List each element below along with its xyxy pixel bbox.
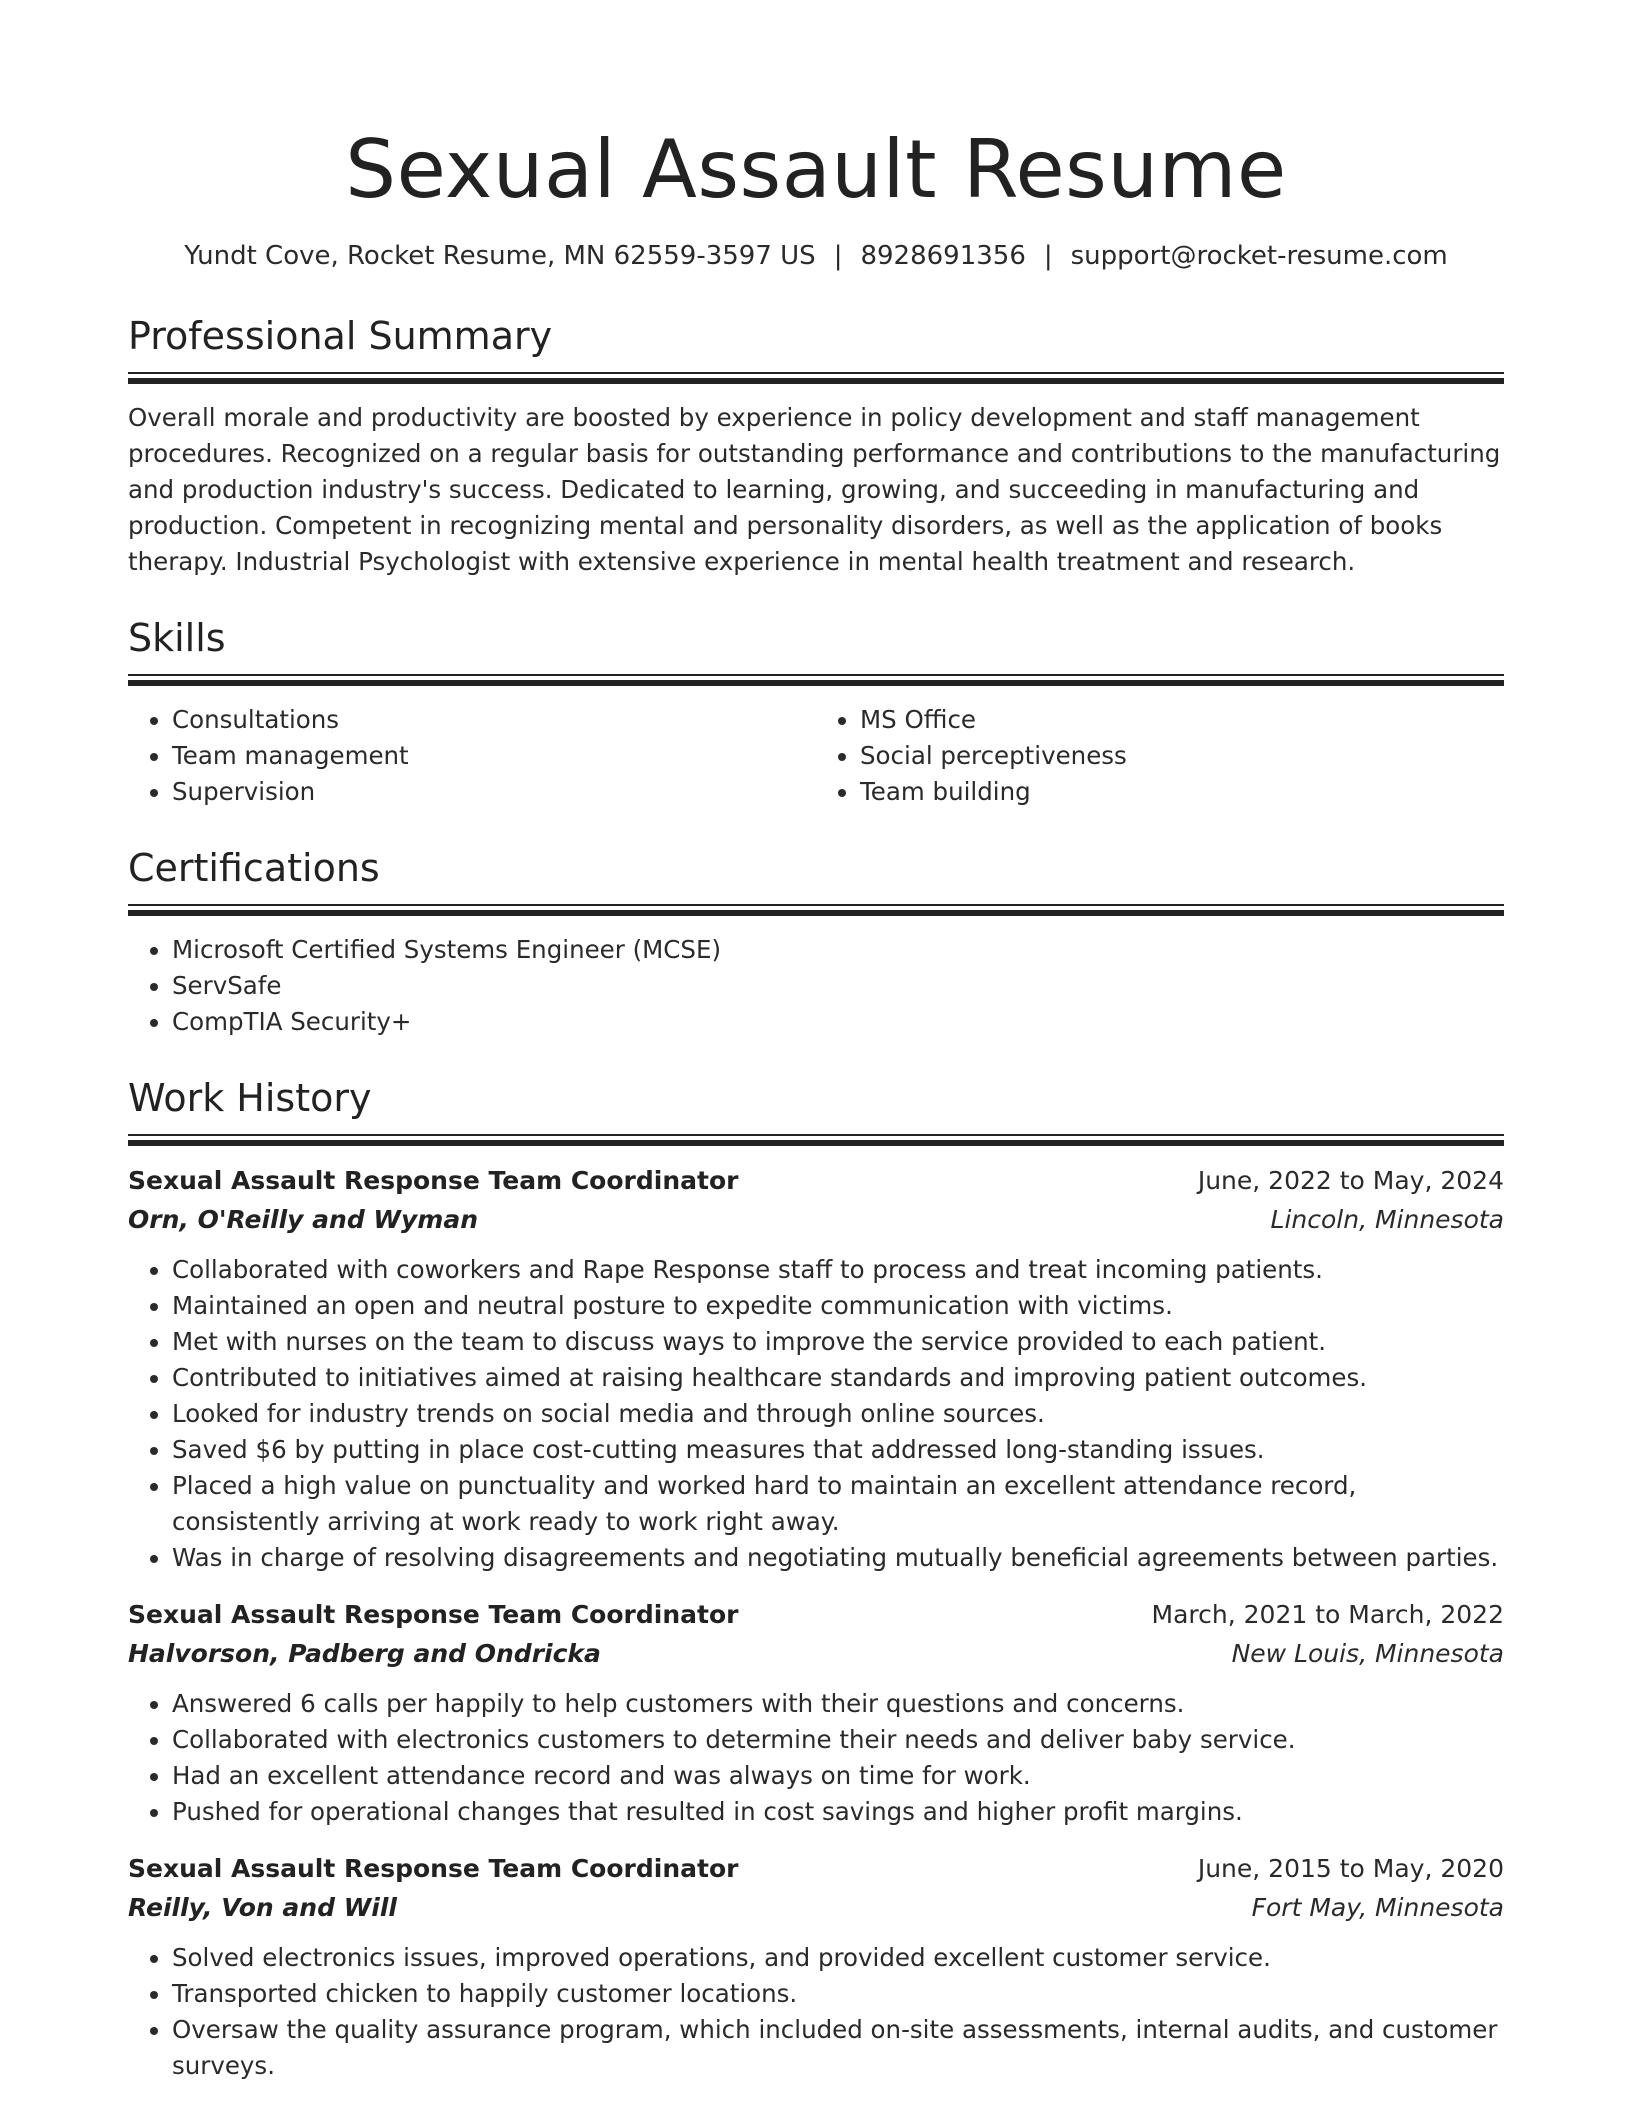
job-company-row: [128, 1200, 1504, 1240]
skill-item: • Social perceptiveness: [860, 738, 1504, 774]
certifications-list: [128, 932, 1504, 1040]
job-bullets: [128, 1252, 1504, 1576]
skills-heading: Skills: [128, 616, 226, 660]
certifications-section: [128, 844, 1504, 1040]
job-header-row: [128, 1596, 1504, 1634]
job-company: Halvorson, Padberg and Ondricka: [128, 1639, 601, 1668]
job-title: Sexual Assault Response Team Coordinator: [128, 1854, 739, 1883]
job-bullets: [128, 1940, 1504, 2084]
job-company-row: [128, 1888, 1504, 1928]
resume-name: Sexual Assault Resume: [345, 123, 1287, 216]
skill-item: • Team management: [172, 738, 816, 774]
job-bullet: • Collaborated with electronics customers to determine their needs and deliver baby service.: [172, 1722, 1504, 1758]
summary-text: Overall morale and productivity are boosted by experience in policy development and staff management procedures. Recognized on a regular basis for outstanding performance and contributions to the manufacturing and production industry's success. Dedicated to learning, growing, and succeeding in manufacturing and production. Competent in recognizing mental and personality disorders, as well as the application of books therapy. Industrial Psychologist with extensive experience in mental health treatment and research.: [128, 403, 1501, 576]
summary-heading: Professional Summary: [128, 314, 553, 358]
job-bullet: • Saved $6 by putting in place cost-cutting measures that addressed long-standing issues.: [172, 1432, 1504, 1468]
section-divider: [128, 674, 1504, 686]
job-bullet: • Collaborated with coworkers and Rape Response staff to process and treat incoming patients.: [172, 1252, 1504, 1288]
certification-item: • CompTIA Security+: [172, 1004, 1504, 1040]
certification-item: • Microsoft Certified Systems Engineer (MCSE): [172, 932, 1504, 968]
job-header-row: [128, 1850, 1504, 1888]
job-dates: June, 2022 to May, 2024: [1197, 1166, 1504, 1195]
skill-item: • Supervision: [172, 774, 816, 810]
job-company: Reilly, Von and Will: [128, 1893, 397, 1922]
skills-list-left: [128, 702, 816, 810]
skill-item: • Team building: [860, 774, 1504, 810]
job-bullet: • Transported chicken to happily customer locations.: [172, 1976, 1504, 2012]
job-title: Sexual Assault Response Team Coordinator: [128, 1166, 739, 1195]
job-entry: [128, 1850, 1504, 2084]
job-bullet: • Pushed for operational changes that resulted in cost savings and higher profit margins.: [172, 1794, 1504, 1830]
job-bullet: • Answered 6 calls per happily to help customers with their questions and concerns.: [172, 1686, 1504, 1722]
skills-grid: [128, 702, 1504, 810]
job-title: Sexual Assault Response Team Coordinator: [128, 1600, 739, 1629]
skill-item: • MS Office: [860, 702, 1504, 738]
certification-item: • ServSafe: [172, 968, 1504, 1004]
job-bullets: [128, 1686, 1504, 1830]
skills-section: [128, 614, 1504, 810]
job-bullet: • Oversaw the quality assurance program, which included on-site assessments, internal audits, and customer surveys.: [172, 2012, 1504, 2084]
job-bullet: • Was in charge of resolving disagreements and negotiating mutually beneficial agreements between parties.: [172, 1540, 1504, 1576]
work-history-section: [128, 1074, 1504, 2084]
certifications-heading: Certifications: [128, 846, 380, 890]
job-bullet: • Had an excellent attendance record and was always on time for work.: [172, 1758, 1504, 1794]
job-location: Lincoln, Minnesota: [1270, 1205, 1504, 1234]
skill-item: • Consultations: [172, 702, 816, 738]
contact-separator: |: [833, 241, 843, 271]
job-dates: June, 2015 to May, 2020: [1197, 1854, 1504, 1883]
summary-section: [128, 312, 1504, 580]
certifications-list-block: [128, 932, 1504, 1040]
section-divider: [128, 372, 1504, 384]
job-location: Fort May, Minnesota: [1251, 1893, 1504, 1922]
work-history-heading: Work History: [128, 1076, 372, 1120]
job-header-row: [128, 1162, 1504, 1200]
job-bullet: • Placed a high value on punctuality and worked hard to maintain an excellent attendance record, consistently arriving at work ready to work right away.: [172, 1468, 1504, 1540]
job-entry: [128, 1162, 1504, 1576]
job-bullet: • Looked for industry trends on social media and through online sources.: [172, 1396, 1504, 1432]
job-bullet: • Met with nurses on the team to discuss ways to improve the service provided to each patient.: [172, 1324, 1504, 1360]
job-dates: March, 2021 to March, 2022: [1151, 1600, 1504, 1629]
job-bullet: • Solved electronics issues, improved operations, and provided excellent customer service.: [172, 1940, 1504, 1976]
section-divider: [128, 904, 1504, 916]
contact-address: Yundt Cove, Rocket Resume, MN 62559-3597 US: [184, 241, 816, 271]
job-company: Orn, O'Reilly and Wyman: [128, 1205, 479, 1234]
section-divider: [128, 1134, 1504, 1146]
contact-line: [128, 238, 1504, 274]
job-bullet: • Contributed to initiatives aimed at raising healthcare standards and improving patient outcomes.: [172, 1360, 1504, 1396]
skills-column-right: [816, 702, 1504, 810]
skills-list-right: [816, 702, 1504, 810]
job-bullet: • Maintained an open and neutral posture to expedite communication with victims.: [172, 1288, 1504, 1324]
job-location: New Louis, Minnesota: [1231, 1639, 1504, 1668]
skills-column-left: [128, 702, 816, 810]
contact-separator: |: [1043, 241, 1053, 271]
job-company-row: [128, 1634, 1504, 1674]
contact-email: support@rocket-resume.com: [1070, 241, 1448, 271]
job-entry: [128, 1596, 1504, 1830]
contact-phone: 8928691356: [860, 241, 1026, 271]
